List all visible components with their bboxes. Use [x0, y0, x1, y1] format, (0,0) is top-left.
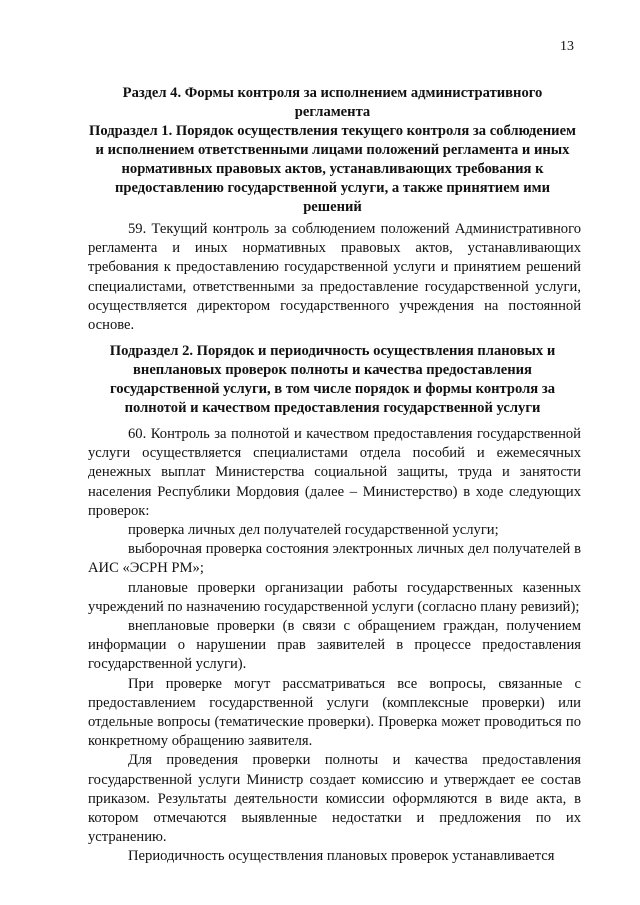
paragraph-text: Периодичность осуществления плановых проверок устанавливается — [128, 848, 555, 865]
list-item: проверка личных дел получателей государственной услуги; — [128, 522, 499, 539]
paragraph-text: 59. Текущий контроль за соблюдением положений Административного регламента и иных нормативных правовых актов, устанавливающих требования к предоставлению государственной услуги и принятием решений специалистами, ответственными за предоставление государственной услуги, осуществляется директором государственного учреждения на постоянной основе. — [88, 221, 581, 334]
paragraph-60 — [88, 425, 581, 867]
paragraph-text: При проверке могут рассматриваться все вопросы, связанные с предоставлением государственной услуги (комплексные проверки) или отдельные вопросы (тематические проверки). Проверка может проводиться по конкретному обращению заявителя. — [88, 675, 581, 750]
heading-line: нормативных правовых актов, устанавливающих требования к — [121, 161, 544, 177]
heading-line: внеплановых проверок полноты и качества предоставления — [133, 362, 532, 378]
heading-line: Подраздел 2. Порядок и периодичность осуществления плановых и — [109, 343, 556, 359]
paragraph-text: Для проведения проверки полноты и качества предоставления государственной услуги Министр создает комиссию и утверждает ее состав приказом. Результаты деятельности комиссии оформляются в виде акта, в котором отмечаются выявленные недостатки и предложения по их устранению. — [88, 752, 581, 846]
paragraph-text: 60. Контроль за полнотой и качеством предоставления государственной услуги осуществляется специалистами отдела пособий и ежемесячных денежных выплат Министерства социальной защиты, труда и занятости населения Республики Мордовия (далее – Министерство) в ходе следующих проверок: — [88, 426, 581, 519]
heading-line: решений — [303, 199, 362, 215]
page-number: 13 — [560, 39, 574, 54]
paragraph-59 — [88, 220, 581, 335]
list-item: выборочная проверка состояния электронных личных дел получателей в АИС «ЭСРН РМ»; — [88, 541, 581, 577]
section-4-heading — [75, 84, 590, 217]
heading-line: предоставлению государственной услуги, а также принятием ими — [114, 180, 551, 196]
list-item: внеплановые проверки (в связи с обращением граждан, получением информации о нарушении прав заявителей в процессе предоставления государственной услуги). — [88, 618, 581, 673]
subsection-2-heading — [75, 342, 590, 418]
heading-line: государственной услуги, в том числе порядок и формы контроля за — [109, 381, 556, 397]
list-item: плановые проверки организации работы государственных казенных учреждений по назначению государственной услуги (согласно плану ревизий); — [88, 579, 581, 615]
heading-line: полнотой и качеством предоставления государственной услуги — [124, 400, 541, 416]
heading-line: регламента — [294, 104, 371, 120]
heading-line: и исполнением ответственными лицами положений регламента и иных — [95, 142, 570, 158]
heading-line: Подраздел 1. Порядок осуществления текущего контроля за соблюдением — [88, 123, 576, 139]
heading-line: Раздел 4. Формы контроля за исполнением административного — [122, 85, 543, 101]
